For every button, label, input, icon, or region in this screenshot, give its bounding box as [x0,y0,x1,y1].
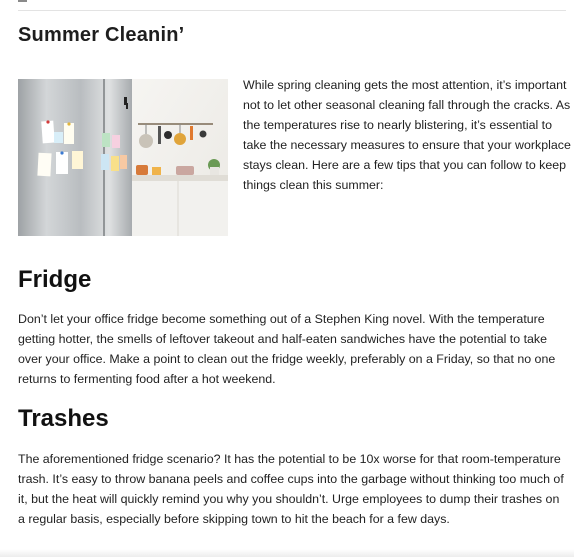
section-body-fridge: Don’t let your office fridge become something out of a Stephen King novel. With the temperature getting hotter, the smells of leftover takeout and half-eaten sandwiches have the potential to take over your office. Make a point to clean out the fridge weekly, preferably on a Friday, so that no one returns to fermenting food after a hot weekend. [18,312,556,386]
fridge-kitchen-photo [18,79,228,236]
page-title: Summer Cleanin’ [18,24,185,46]
menu-icon[interactable] [18,0,27,2]
top-divider [18,10,566,11]
section-body-trashes: The aforementioned fridge scenario? It has the potential to be 10x worse for that room-temperature trash. It’s easy to throw banana peels and coffee cups into the garbage without thinking too much of it, but the heat will quickly remind you why you shouldn’t. Urge employees to dump their trashes on a regular basis, especially before skipping town to hit the beach for a few days. [18,452,564,526]
section-heading-fridge: Fridge [18,266,92,293]
page-bottom-edge [0,549,574,557]
intro-paragraph: While spring cleaning gets the most attention, it’s important not to let other seasonal cleaning fall through the cracks. As the temperatures rise to nearly blistering, it’s essential to take the necessary measures to ensure that your workplace stays clean. Here are a few tips that you can follow to keep things clean this summer: [243,78,571,192]
section-heading-trashes: Trashes [18,405,109,432]
